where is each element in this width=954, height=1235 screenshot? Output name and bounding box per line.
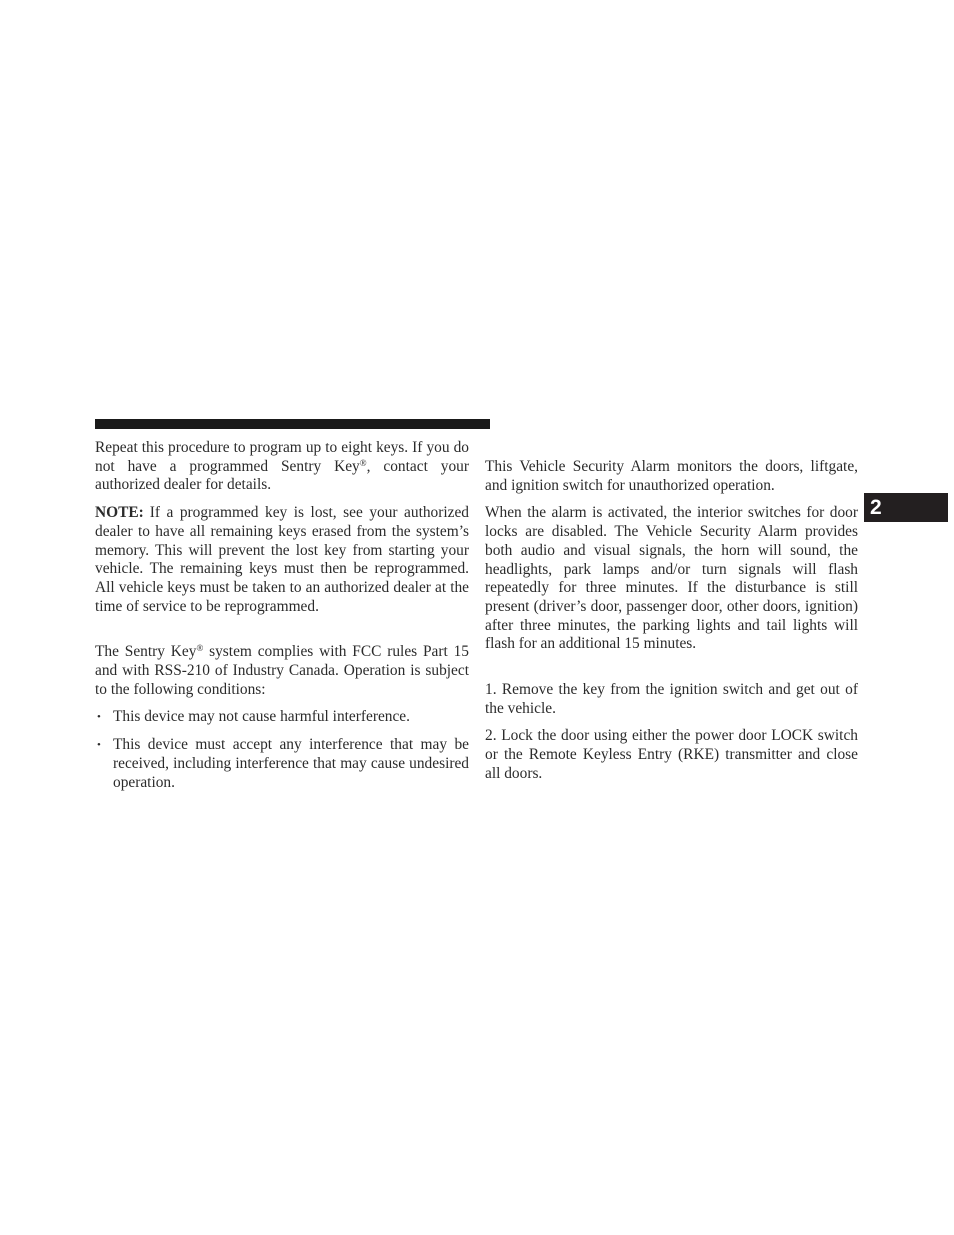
- list-item-text: This device may not cause harmful interference.: [113, 708, 410, 726]
- conditions-list: [95, 708, 469, 792]
- registered-mark: ®: [359, 457, 367, 468]
- program-keys-text-end: , contact your authorized dealer for details.: [95, 457, 470, 494]
- bullet-icon: •: [97, 711, 101, 724]
- program-keys-text-start: Repeat this procedure to program up to eight keys. If you do not have a programmed Sentry Key: [95, 439, 469, 475]
- right-column: [485, 458, 858, 784]
- registered-mark: ®: [196, 643, 204, 654]
- program-keys-paragraph: [95, 439, 469, 495]
- note-text: If a programmed key is lost, see your authorized dealer to have all remaining keys erased from the system’s memory. This will prevent the lost key from starting your vehicle. The remaining keys must then be reprogrammed. All vehicle keys must be taken to an authorized dealer at the time of service to be reprogrammed.: [95, 504, 469, 615]
- alarm-monitor-paragraph: This Vehicle Security Alarm monitors the doors, liftgate, and ignition switch for unauthorized operation.: [485, 458, 858, 494]
- fcc-compliance-paragraph: [95, 643, 469, 699]
- alarm-activated-paragraph: When the alarm is activated, the interior switches for door locks are disabled. The Vehicle Security Alarm provides both audio and visual signals, the horn will sound, the headlights, park lamps and/or turn signals will flash repeatedly for three minutes. If the disturbance is still present (driver’s door, passenger door, other doors, ignition) after three minutes, the parking lights and tail lights will flash for an additional 15 minutes.: [485, 504, 858, 653]
- section-rule-bar: [95, 419, 490, 429]
- chapter-tab: 2: [864, 493, 948, 522]
- note-paragraph: [95, 504, 469, 616]
- step-2-paragraph: 2. Lock the door using either the power door LOCK switch or the Remote Keyless Entry (RKE) transmitter and close all doors.: [485, 727, 858, 782]
- fcc-text-end: system complies with FCC rules Part 15 and with RSS-210 of Industry Canada. Operation is subject to the following conditions:: [95, 643, 469, 698]
- fcc-text-start: The Sentry Key: [95, 643, 197, 661]
- step-1-paragraph: 1. Remove the key from the ignition switch and get out of the vehicle.: [485, 681, 858, 717]
- bullet-icon: •: [97, 739, 101, 752]
- note-label: NOTE:: [95, 504, 144, 522]
- left-column: [95, 439, 469, 801]
- list-item: [95, 708, 469, 727]
- list-item-text: This device must accept any interference that may be received, including interference that may cause undesired operation.: [113, 736, 469, 791]
- list-item: [95, 736, 469, 792]
